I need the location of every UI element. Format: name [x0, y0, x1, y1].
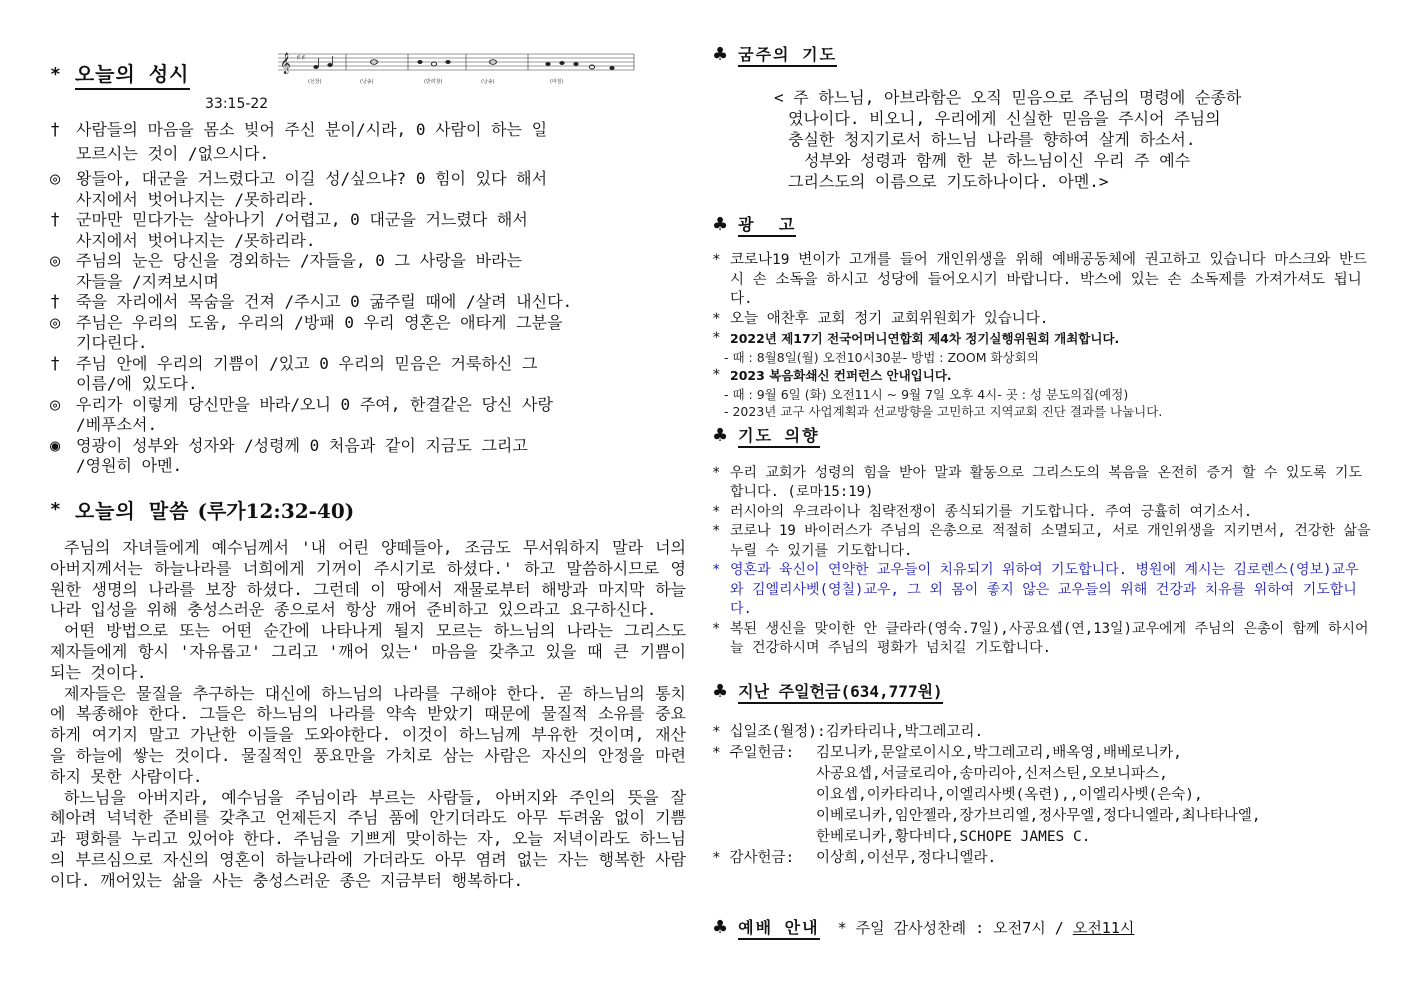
ads-list — [712, 251, 1372, 421]
offering-list — [712, 722, 1372, 869]
collect-title: 굼주의 기도 — [738, 42, 837, 67]
worship-title: 예배 안내 — [738, 915, 819, 940]
list-item: * 영혼과 육신이 연약한 교우들이 치유되기 위하여 기도합니다. 병원에 계시는 김로렌스(영보)교우와 김엘리사벳(영칠)교우, 그 외 몸이 좋지 않은 교우들의 위해 건강과 치유를 위하여 기도합니다. — [712, 562, 1359, 617]
prayer-line: 충실한 청지기로서 하느님 나라를 향하여 살게 하소서. — [788, 130, 1196, 149]
collect-prayer — [774, 87, 1372, 192]
score-label: (선창) — [308, 79, 322, 85]
score-label: (낭송) — [360, 79, 374, 85]
prayer-line: 그리스도의 이름으로 기도하나이다. 아멘.> — [788, 172, 1109, 191]
list-item: * 코로나19 변이가 고개를 들어 개인위생을 위해 예배공동체에 권고하고 있습니다 마스크와 반드시 손 소독을 하시고 성당에 들어오시기 바랍니다. 박스에 있는 손 소독제를 가져가셔도 됩니다. — [712, 252, 1368, 307]
collect-heading — [712, 42, 1372, 67]
list-item: * 코로나 19 바이러스가 주님의 은총으로 적절히 소멸되고, 서로 개인위생을 지키면서, 건강한 삶을 누릴 수 있기를 기도합니다. — [712, 523, 1371, 559]
verse-continuation: 사지에서 벗어나지는 /못하리라. — [76, 189, 316, 209]
psalm-title: 오늘의 성시 — [75, 58, 190, 90]
prayer-line: 였나이다. 비오니, 우리에게 신실한 믿음을 주시어 주님의 — [788, 109, 1221, 128]
list-item: * 2023 복음화쇄신 컨퍼런스 안내입니다. — [712, 367, 952, 383]
reading-paragraph: 하느님을 아버지라, 예수님을 주님이라 부르는 사람들, 아버지와 주인의 뜻을 잘 헤아려 넉넉한 준비를 갖추고 언제든지 주님 품에 안기더라도 아무 두려움 없이 기쁨과 평화를 누리고 있어야 한다. 주님을 기쁘게 맞이하는 자, 오늘 저녁이라도 하느님의 부르심으로 자신의 영혼이 하늘나라에 가더라도 아무 염려 없는 자는 행복한 사람이다. 깨어있는 삶을 사는 충성스러운 종은 지금부터 행복하다. — [50, 787, 686, 890]
verse: † 주님 안에 우리의 기쁨이 /있고 0 우리의 믿음은 거룩하신 그 — [50, 353, 538, 374]
intentions-heading — [712, 423, 1372, 448]
music-score — [278, 50, 636, 90]
offering-row: * 감사헌금: 이상희,이선무,정다니엘라. — [712, 849, 997, 866]
verse-continuation: 모르시는 것이 /없으시다. — [76, 143, 270, 163]
club-icon: ♣ — [712, 214, 729, 235]
verse: ◎ 주님의 눈은 당신을 경외하는 /자들을, 0 그 사랑을 바라는 — [50, 251, 522, 271]
offering-row: 사공요셉,서글로리아,송마리아,신저스틴,오보니파스, — [816, 765, 1168, 782]
ads-title: 광 고 — [738, 212, 796, 237]
reading-paragraph: 어떤 방법으로 또는 어떤 순간에 나타나게 될지 모르는 하느님의 나라는 그리스도 제자들에게 항시 '자유롭고' 그리고 '깨어 있는' 마음을 갖추고 있을 때 큰 기쁨이 되는 것이다. — [50, 621, 686, 682]
bullet: * — [50, 63, 61, 85]
list-item: * 2022년 제17기 전국어머니연합회 제4차 정기실행위원회 개최합니다. — [712, 330, 1120, 346]
worship-heading — [712, 915, 1372, 940]
verse-continuation: /베푸소서. — [76, 415, 158, 434]
offering-row: * 십일조(월정): 김카타리나,박그레고리. — [712, 723, 984, 740]
verse-continuation: /영원히 아멘. — [76, 456, 183, 475]
offering-title: 지난 주일헌금(634,777원) — [738, 679, 943, 704]
reading-body — [50, 538, 686, 892]
list-item: * 러시아의 우크라이나 침략전쟁이 종식되기를 기도합니다. 주여 긍휼히 여기소서. — [712, 503, 1253, 520]
right-column — [712, 42, 1372, 940]
club-icon: ♣ — [712, 44, 729, 65]
offering-row: 이베로니카,임안젤라,장가브리엘,정사무엘,정다니엘라,최나타나엘, — [816, 807, 1261, 824]
event-detail: - 때 : 9월 6일 (화) 오전11시 ~ 9월 7일 오후 4시- 곳 : 성 분도의집(예정) — [724, 386, 1129, 402]
left-column — [50, 53, 690, 890]
offering-row: 한베로니카,황다비다,SCHOPE JAMES C. — [816, 828, 1091, 845]
worship-time-11: 오전11시 — [1072, 918, 1135, 937]
worship-times: * 주일 감사성찬례 : 오전7시 / 오전11시 — [837, 918, 1135, 937]
ads-heading — [712, 212, 1372, 237]
prayer-line: < 주 하느님, 아브라함은 오직 믿음으로 주님의 명령에 순종하 — [774, 88, 1242, 107]
verse-continuation: 자들을 /지켜보시며 — [76, 271, 219, 291]
club-icon: ♣ — [712, 680, 729, 702]
psalm-reference: 33:15-22 — [205, 96, 269, 112]
verse: ◎ 우리가 이렇게 당신만을 바라/오니 0 주여, 한결같은 당신 사랑 — [50, 394, 553, 415]
verse-continuation: 사지에서 벗어나지는 /못하리라. — [76, 230, 316, 250]
reading-heading — [50, 495, 354, 524]
psalm-verses — [50, 120, 690, 477]
verse: ◎ 왕들아, 대군을 거느렸다고 이길 성/싶으냐? 0 힘이 있다 해서 — [50, 169, 548, 189]
svg-text:♯♯: ♯♯ — [296, 53, 306, 62]
offering-row: 이요셉,이카타리나,이엘리사벳(옥련),,이엘리사벳(은숙), — [816, 786, 1203, 803]
prayer-line: 성부와 성령과 함께 한 분 하느님이신 우리 주 예수 — [804, 151, 1191, 170]
list-item: * 복된 생신을 맞이한 안 클라라(영숙.7일),사공요셉(연,13일)교우에게 주님의 은총이 함께 하시어 늘 건강하시며 주님의 평화가 넘치길 기도합니다. — [712, 620, 1369, 656]
offering-row: * 주일헌금: 김모니카,문알로이시오,박그레고리,배옥영,배베로니카, — [712, 744, 1182, 761]
verse: † 죽을 자리에서 목숨을 건져 /주시고 0 굶주릴 때에 /살려 내신다. — [50, 292, 573, 312]
bullet: * — [50, 499, 61, 520]
verse-continuation: 기다린다. — [76, 333, 148, 352]
list-item: * 우리 교회가 성령의 힘을 받아 말과 활동으로 그리스도의 복음을 온전히 증거 할 수 있도록 기도합니다. (로마15:19) — [712, 464, 1362, 500]
club-icon: ♣ — [712, 916, 729, 938]
verse-continuation: 이름/에 있도다. — [76, 374, 198, 393]
event-detail: - 때 : 8월8일(월) 오전10시30분- 방법 : ZOOM 화상회의 — [724, 349, 1039, 365]
club-icon: ♣ — [712, 424, 729, 446]
reading-reference: (루가12:32-40) — [197, 499, 355, 523]
offering-heading — [712, 679, 1372, 704]
score-label: (반려창) — [424, 79, 443, 85]
intentions-title: 기도 의향 — [738, 423, 819, 448]
verse: † 사람들의 마음을 몸소 빚어 주신 분이/시라, 0 사람이 하는 일 — [50, 120, 548, 140]
reading-title: 오늘의 말씀 — [74, 499, 190, 523]
list-item: * 오늘 애찬후 교회 정기 교회위원회가 있습니다. — [712, 310, 1049, 327]
reading-paragraph: 주님의 자녀들에게 예수님께서 '내 어린 양떼들아, 조금도 무서워하지 말라 너의 아버지께서는 하늘나라를 너희에게 기꺼이 주시기로 하셨다.' 하고 말씀하시므로 영원한 생명의 나라를 보장 하셨다. 그런데 이 땅에서 재물로부터 해방과 마지막 하늘나라 입성을 위해 충성스러운 종으로서 항상 깨어 준비하고 있으라고 요구하신다. — [50, 538, 686, 620]
event-detail: - 2023년 교구 사업계획과 선교방향을 고민하고 지역교회 진단 결과를 나눕니다. — [724, 404, 1163, 419]
verse: † 군마만 믿다가는 살아나기 /어렵고, 0 대군을 거느렸다 해서 — [50, 210, 528, 230]
score-label: (낭송) — [481, 79, 495, 85]
verse: ◎ 주님은 우리의 도움, 우리의 /방패 0 우리 영혼은 애타게 그분을 — [50, 312, 563, 333]
intentions-list — [712, 464, 1372, 659]
reading-paragraph: 제자들은 물질을 추구하는 대신에 하느님의 나라를 구해야 한다. 곧 하느님의 통치에 복종해야 한다. 그들은 하느님의 나라를 약속 받았기 때문에 물질적 소유를 중요하게 여기지 말고 가난한 이들을 도와야한다. 이것이 하느님께 부유한 것이며, 재산을 하늘에 쌓는 것이다. 물질적인 풍요만을 가치로 삼는 사람은 자신의 안정을 마련하지 못한 사람이다. — [50, 683, 686, 786]
score-label: (마침) — [550, 79, 564, 85]
verse: ◉ 영광이 성부와 성자와 /성령께 0 처음과 같이 지금도 그리고 — [50, 435, 528, 456]
svg-text:𝄞: 𝄞 — [280, 53, 291, 74]
